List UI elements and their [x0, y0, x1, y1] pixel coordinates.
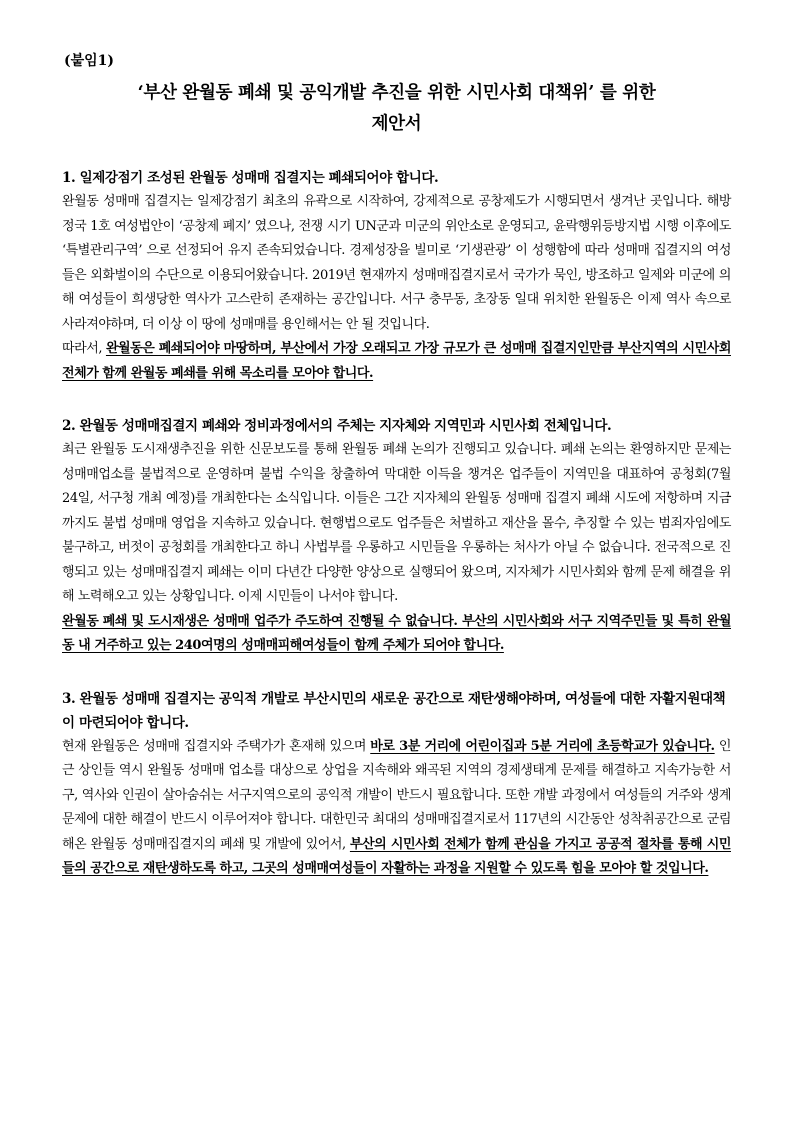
conclusion-prefix: 따라서,	[62, 341, 106, 356]
section-heading: 3. 완월동 성매매 집결지는 공익적 개발로 부산시민의 새로운 공간으로 재탄생해야하며, 여성들에 대한 자활지원대책이 마련되어야 합니다.	[62, 690, 726, 731]
section-conclusion	[62, 337, 731, 386]
paragraph-prefix: 현재 완월동은 성매매 집결지와 주택가가 혼재해 있으며	[62, 738, 371, 754]
document-title	[62, 78, 731, 140]
attachment-label: (붙임1)	[64, 53, 115, 69]
section-paragraph: 완월동 성매매 집결지는 일제강점기 최초의 유곽으로 시작하여, 강제적으로 공창제도가 시행되면서 생겨난 곳입니다. 해방 정국 1호 여성법안이 ‘공창제 폐지’ 였으나, 전쟁 시기 UN군과 미군의 위안소로 운영되고, 윤락행위등방지법 시행 이후에도 ‘특별관리구역’ 으로 선정되어 유지 존속되었습니다. 경제성장을 빌미로 ‘기생관광’ 이 성행함에 따라 성매매 집결지의 여성들은 외화벌이의 수단으로 이용되어왔습니다. 2019년 현재까지 성매매집결지로서 국가가 묵인, 방조하고 일제와 미군에 의해 여성들이 희생당한 역사가 고스란히 존재하는 공간입니다. 서구 충무동, 초장동 일대 위치한 완월동은 이제 역사 속으로 사라져야하며, 더 이상 이 땅에 성매매를 용인해서는 안 될 것입니다.	[62, 194, 731, 332]
emphasis-text: 바로 3분 거리에 어린이집과 5분 거리에 초등학교가 있습니다.	[370, 738, 715, 754]
section-3	[62, 687, 731, 882]
title-line-2: 제안서	[371, 114, 422, 134]
title-line-1: ‘부산 완월동 폐쇄 및 공익개발 추진을 위한 시민사회 대책위’ 를 위한	[137, 83, 656, 103]
section-1	[62, 166, 731, 386]
emphasis-text: 완월동 폐쇄 및 도시재생은 성매매 업주가 주도하여 진행될 수 없습니다. 부산의 시민사회와 서구 지역주민들 및 특히 완월동 내 거주하고 있는 240여명의 성매매피해여성들이 함께 주체가 되어야 합니다.	[62, 613, 731, 653]
section-heading: 2. 완월동 성매매집결지 폐쇄와 정비과정에서의 주체는 지자체와 지역민과 시민사회 전체입니다.	[62, 418, 612, 434]
section-2	[62, 414, 731, 659]
emphasis-text: 부산의 시민사회 전체가 함께 관심을 가지고 공공적 절차를 통해 시민들의 공간으로 재탄생하도록 하고, 그곳의 성매매여성들이 자활하는 과정을 지원할 수 있도록 힘을 모아야 할 것입니다.	[62, 836, 731, 876]
paragraph-middle: 인근 상인들 역시 완월동 성매매 업소를 대상으로 상업을 지속해와 왜곡된 지역의 경제생태계 문제를 해결하고 지속가능한 서구, 역사와 인권이 살아숨쉬는 서구지역으로의 공익적 개발이 반드시 필요합니다. 또한 개발 과정에서 여성들의 거주와 생계 문제에 대한 해결이 반드시 이루어져야 합니다. 대한민국 최대의 성매매집결지로서 117년의 시간동안 성착취공간으로 군림해온 완월동 성매매집결지의 폐쇄 및 개발에 있어서,	[62, 738, 732, 852]
section-heading: 1. 일제강점기 조성된 완월동 성매매 집결지는 폐쇄되어야 합니다.	[62, 170, 439, 186]
section-paragraph	[62, 735, 731, 882]
section-paragraph: 최근 완월동 도시재생추진을 위한 신문보도를 통해 완월동 폐쇄 논의가 진행되고 있습니다. 폐쇄 논의는 환영하지만 문제는 성매매업소를 불법적으로 운영하며 불법 수익을 창출하여 막대한 이득을 챙겨온 업주들이 지역민을 대표하여 공청회(7월 24일, 서구청 개최 예정)를 개최한다는 소식입니다. 이들은 그간 지자체의 완월동 성매매 집결지 폐쇄 시도에 저항하며 지금까지도 불법 성매매 영업을 지속하고 있습니다. 현행법으로도 업주들은 처벌하고 재산을 몰수, 추징할 수 있는 범죄자임에도 불구하고, 버젓이 공청회를 개최한다고 하니 사법부를 우롱하고 시민들을 우롱하는 처사가 아닐 수 없습니다. 전국적으로 진행되고 있는 성매매집결지 폐쇄는 이미 다년간 다양한 양상으로 실행되어 왔으며, 지자체가 시민사회와 함께 문제 해결을 위해 노력해오고 있는 상황입니다. 이제 시민들이 나서야 합니다.	[62, 442, 731, 604]
emphasis-text: 완월동은 폐쇄되어야 마땅하며, 부산에서 가장 오래되고 가장 규모가 큰 성매매 집결지인만큼 부산지역의 시민사회 전체가 함께 완월동 폐쇄를 위해 목소리를 모아야 합니다.	[62, 341, 731, 381]
